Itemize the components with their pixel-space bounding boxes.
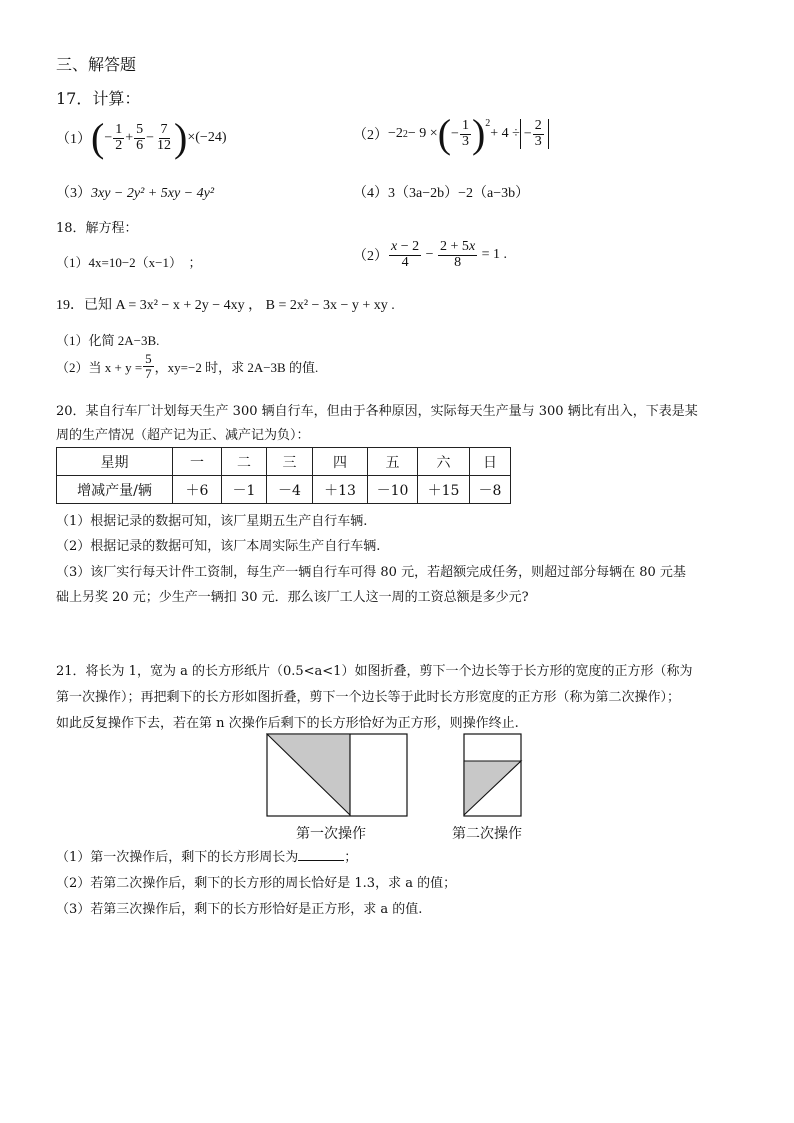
q18-part2-label: （2） [353,249,388,265]
table-cell: 二 [222,448,267,476]
table-cell: 增减产量/辆 [57,476,173,504]
left-paren: ( [437,111,452,156]
q17-part3 [56,182,214,202]
right-paren: ) [174,115,188,160]
table-cell: －1 [222,476,267,504]
table-cell: －10 [368,476,418,504]
q17-part4-label: （4） [353,186,388,201]
q21-part1-head: （1）第一次操作后，剩下的长方形周长为 [56,850,299,865]
table-cell: 一 [173,448,222,476]
table-cell: －8 [470,476,511,504]
q18-title: 18．解方程： [56,221,138,236]
q17-part4-expr: 3（3a−2b）−2（a−3b） [388,186,530,201]
q17-part2-mid: − 9 × [407,126,438,141]
q21-part1-tail: ； [344,850,358,865]
figure1-caption: 第一次操作 [296,826,366,842]
table-cell: 星期 [57,448,173,476]
q20-part3-line1: （3）该厂实行每天计件工资制，每生产一辆自行车可得 80 元，若超额完成任务，则超过部分每辆在 80 元基 [56,565,686,580]
figure-second-operation [463,733,523,817]
q17-part2-label: （2） [353,128,388,143]
table-cell: ＋15 [418,476,470,504]
q17-part2-frac: − $\frac{1}{3}$ [451,117,469,149]
q18-part2: （2） $\frac{x - 2}{4}$ − $\frac{2 + 5x}{8}$ = 1 . [353,239,508,270]
figure2-caption: 第二次操作 [452,826,522,842]
q17-title: 17．计算： [56,89,141,108]
figure-first-operation [266,733,408,817]
q17-part2-tail: + 4 ÷ [490,126,520,141]
table-cell: 日 [470,448,511,476]
table-cell: －4 [267,476,313,504]
q19-stem: 19．已知 A = 3x² − x + 2y − 4xy ， B = 2x² − 3x − y + xy . [56,298,395,313]
q17-part1-inner: − $\frac{1}{2}$ + $\frac{5}{6}$ − $\frac{7}{12}$ [104,121,172,153]
q17-part4 [353,182,529,202]
left-paren: ( [91,115,105,160]
section-title: 三、解答题 [56,55,137,74]
q20-part2: （2）根据记录的数据可知，该厂本周实际生产自行车辆. [56,539,381,554]
q21-part3: （3）若第三次操作后，剩下的长方形恰好是正方形，求 a 的值. [56,902,423,917]
right-paren: ) [471,111,486,156]
q17-part2: （2） −2 2 − 9 × ( − $\frac{1}{3}$ ) $^2$ + 4 ÷ − $\frac{2}{3}$ [353,114,549,154]
q17-part1-tail: ×(−24) [187,130,227,145]
q19-part2-head: （2）当 x + y = [56,359,143,375]
answer-blank [298,848,344,861]
q17-part3-expr: 3xy − 2y² + 5xy − 4y² [91,186,215,201]
q18-part1: （1）4x=10−2（x−1） ； [56,255,202,270]
q21-part2: （2）若第二次操作后，剩下的长方形的周长恰好是 1.3，求 a 的值； [56,876,457,891]
q18-part2-tail: = 1 . [481,247,508,263]
q19-part1: （1）化简 2A−3B. [56,333,160,348]
table-cell: 六 [418,448,470,476]
q20-part3-line2: 础上另奖 20 元；少生产一辆扣 30 元．那么该厂工人这一周的工资总额是多少元? [56,590,529,605]
table-cell: 五 [368,448,418,476]
q21-line3: 如此反复操作下去，若在第 n 次操作后剩下的长方形恰好为正方形，则操作终止. [56,716,519,731]
q21-line1: 21．将长为 1，宽为 a 的长方形纸片（0.5<a<1）如图折叠，剪下一个边长等于长方形的宽度的正方形（称为 [56,664,693,679]
table-row [57,476,511,504]
q21-line2: 第一次操作）；再把剩下的长方形如图折叠，剪下一个边长等于此时长方形宽度的正方形（称为第二次操作）； [56,690,681,705]
q19-part2: （2）当 x + y = $\frac{5}{7}$ ，xy=−2 时，求 2A−3B 的值. [56,351,319,381]
q17-part2-head: −2 [388,126,403,141]
q20-part1: （1）根据记录的数据可知，该厂星期五生产自行车辆. [56,514,368,529]
q20-stem-line1: 20．某自行车厂计划每天生产 300 辆自行车，但由于各种原因，实际每天生产量与 300 辆比有出入，下表是某 [56,404,698,419]
q20-stem-line2: 周的生产情况（超产记为正、减产记为负）： [56,428,310,443]
table-cell: 四 [313,448,368,476]
q17-part1-label: （1） [56,132,91,147]
production-table [56,447,511,504]
q21-part1 [56,846,357,865]
absolute-value: − $\frac{2}{3}$ [520,119,549,149]
table-cell: ＋13 [313,476,368,504]
q19-part2-tail: ，xy=−2 时，求 2A−3B 的值. [154,359,319,375]
q17-part3-label: （3） [56,186,91,201]
table-cell: 三 [267,448,313,476]
table-cell: ＋6 [173,476,222,504]
q17-part1 [56,115,227,160]
table-row [57,448,511,476]
